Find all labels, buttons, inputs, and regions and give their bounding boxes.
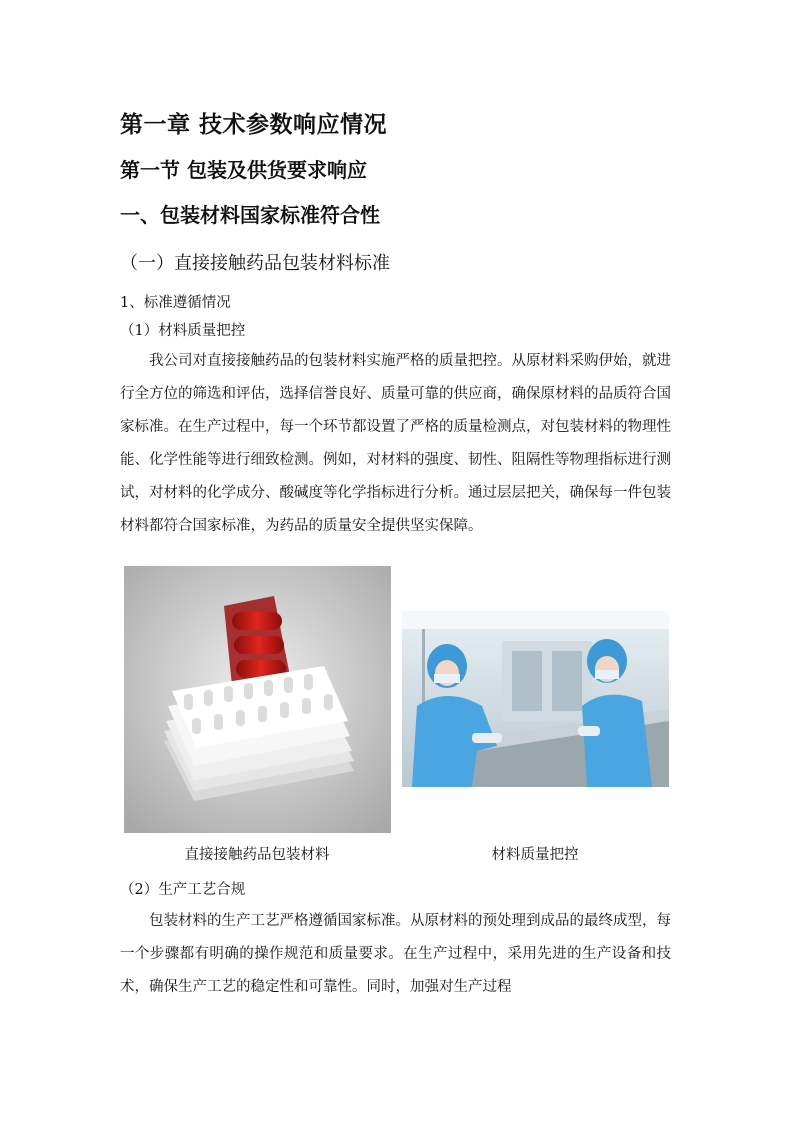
left-photo-caption: 直接接触药品包装材料 — [184, 847, 330, 863]
section-heading: 第一节 包装及供货要求响应 — [120, 158, 367, 182]
subsubsection-heading: （一）直接接触药品包装材料标准 — [120, 253, 390, 274]
quality-paragraph: 我公司对直接接触药品的包装材料实施严格的质量把控。从原材料采购伊始，就进行全方位的筛选和评估，选择信誉良好、质量可靠的供应商，确保原材料的品质符合国家标准。在生产过程中，每一个环节都设置了严格的质量检测点，对包装材料的物理性能、化学性能等进行细致检测。例如，对材料的强度、韧性、阻隔性等物理指标进行测试，对材料的化学成分、酸碱度等化学指标进行分析。通过层层把关，确保每一件包装材料都符合国家标准，为药品的质量安全提供坚实保障。 — [120, 353, 671, 534]
packaging-material-photo — [124, 566, 391, 833]
right-photo-caption: 材料质量把控 — [491, 847, 579, 863]
item-subheading-quality: （1）材料质量把控 — [120, 323, 246, 339]
subsection-heading: 一、包装材料国家标准符合性 — [120, 203, 380, 227]
process-paragraph: 包装材料的生产工艺严格遵循国家标准。从原材料的预处理到成品的最终成型，每一个步骤都有明确的操作规范和质量要求。在生产过程中，采用先进的生产设备和技术，确保生产工艺的稳定性和可靠性。同时，加强对生产过程 — [120, 913, 671, 995]
chapter-heading: 第一章 技术参数响应情况 — [120, 112, 388, 138]
item-heading: 1、标准遵循情况 — [120, 295, 231, 311]
quality-control-photo — [402, 611, 669, 787]
item-subheading-process: （2）生产工艺合规 — [120, 882, 246, 898]
